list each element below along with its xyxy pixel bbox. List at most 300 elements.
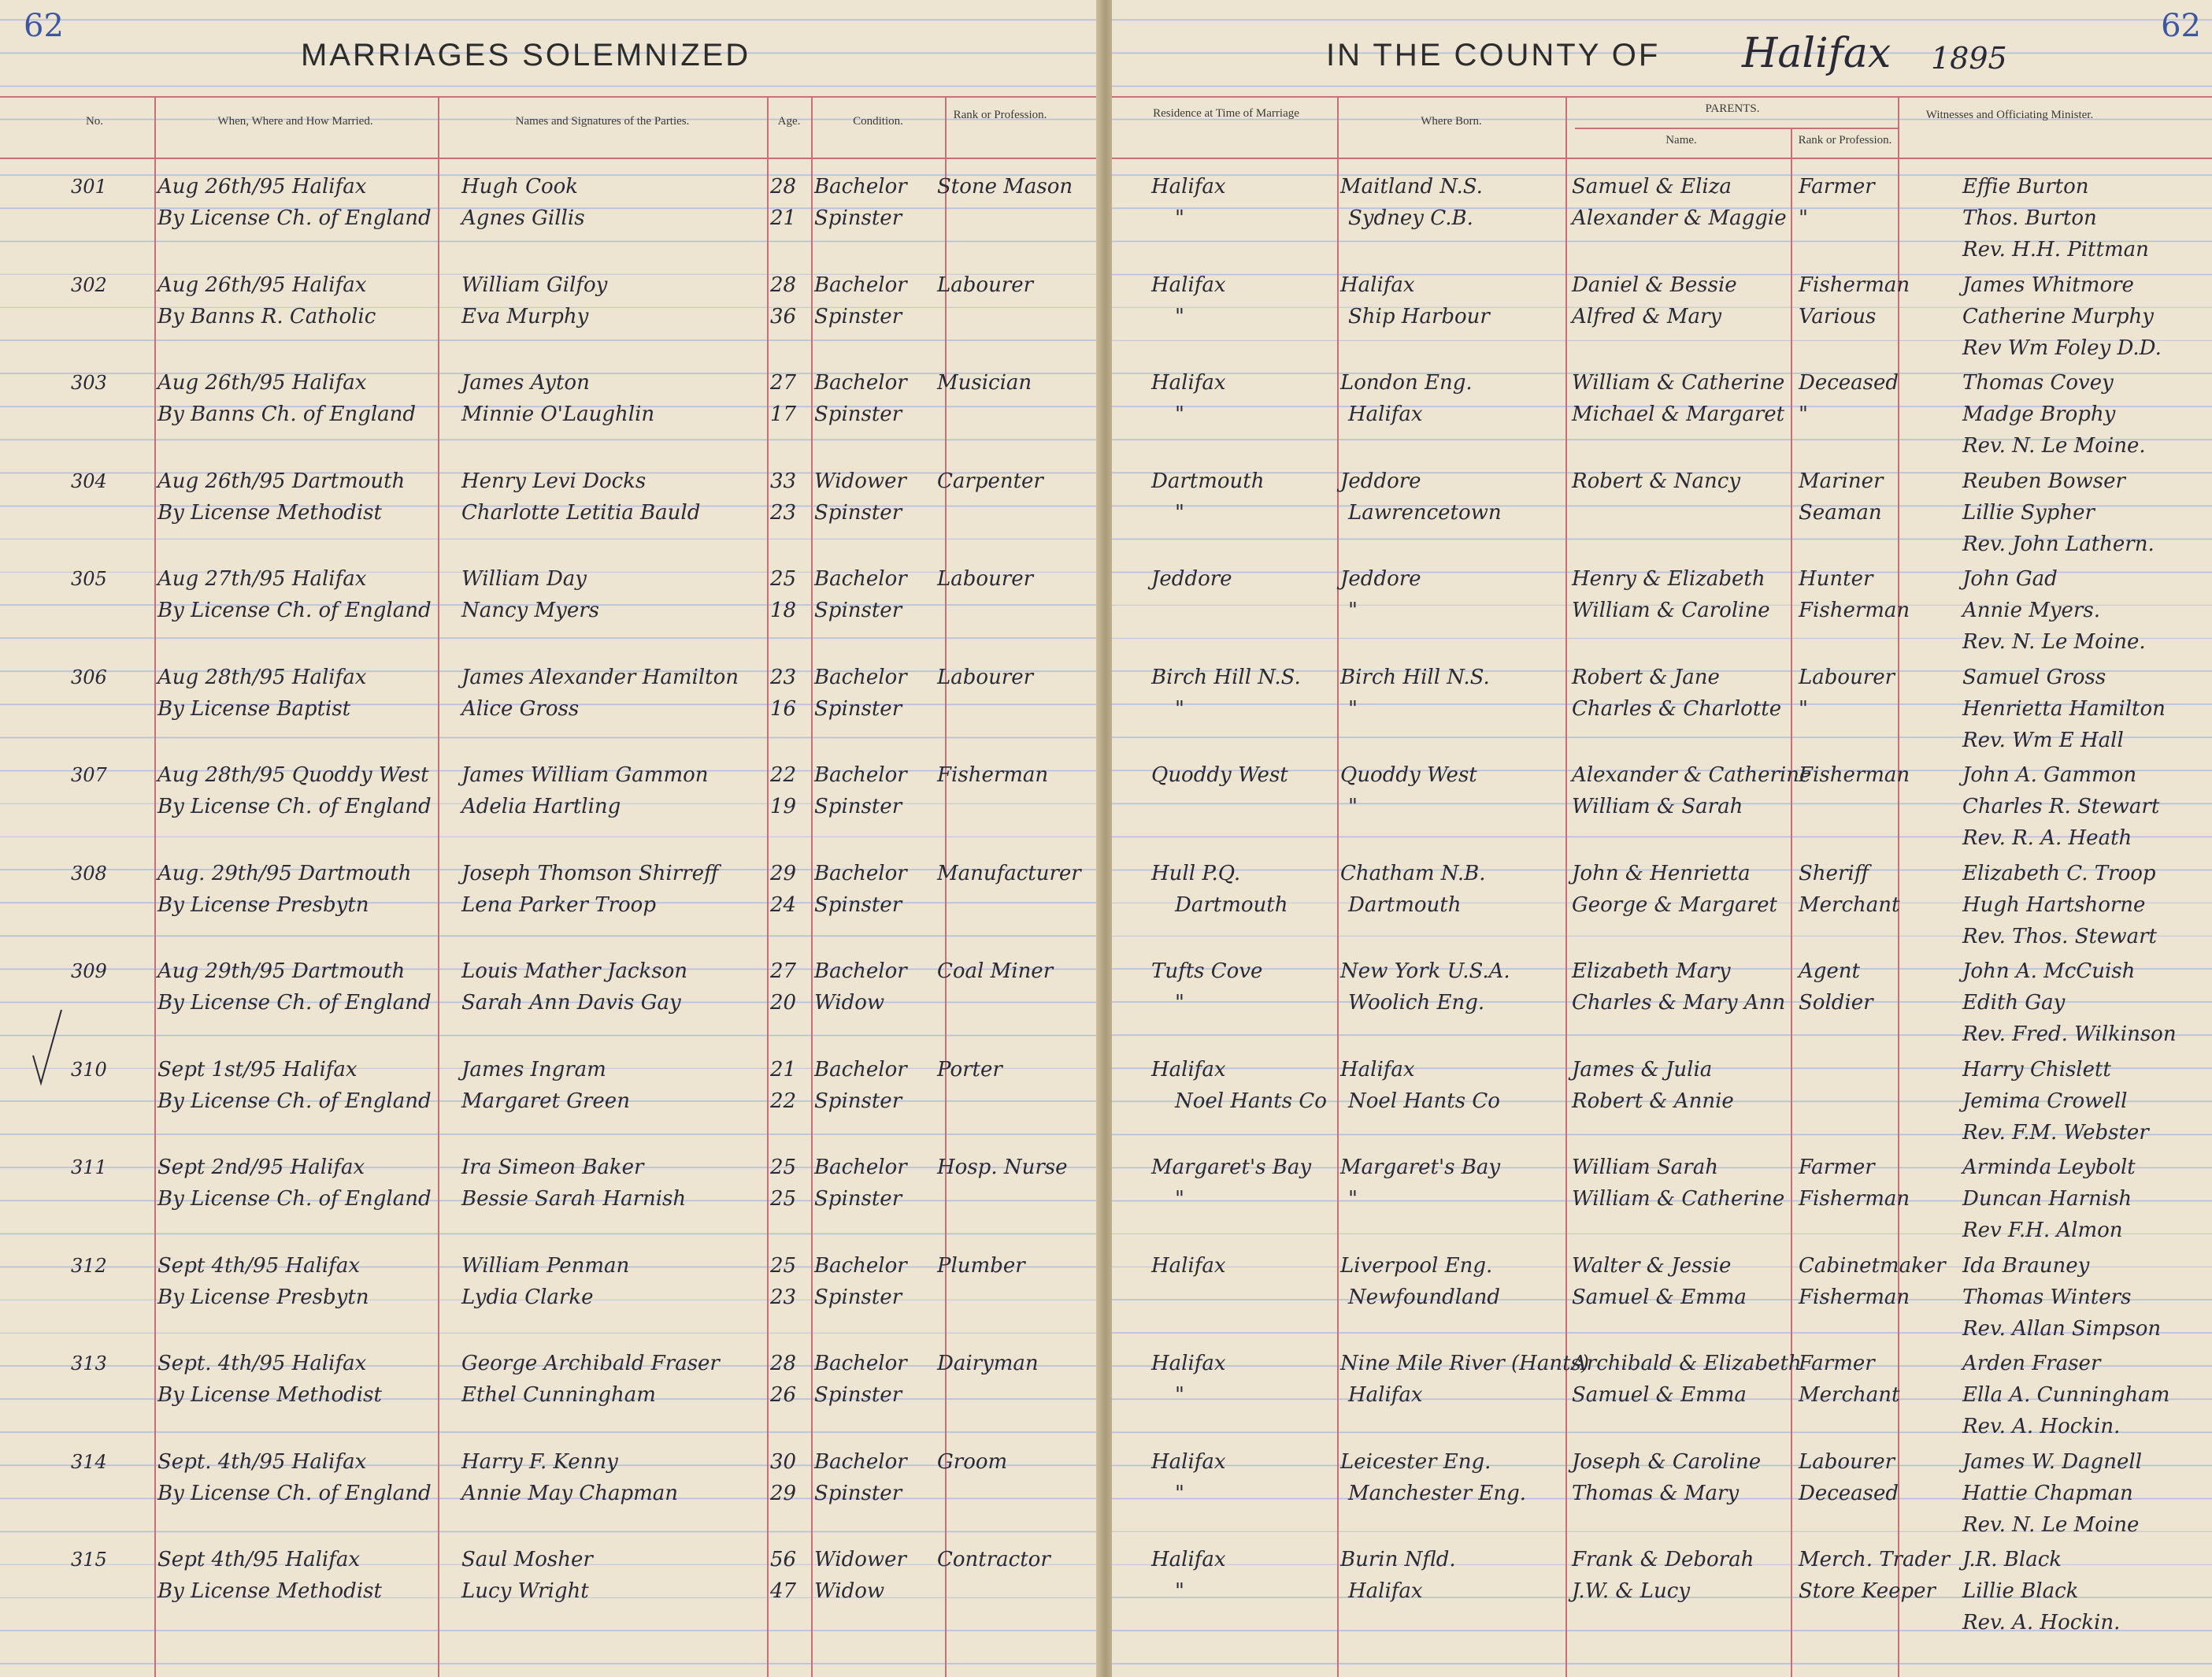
officiating-minister: Rev. H.H. Pittman [1962,238,2149,262]
groom-condition: Bachelor [814,1253,907,1278]
groom-profession: Hosp. Nurse [937,1156,1068,1179]
groom-birthplace: Burin Nfld. [1340,1548,1456,1571]
groom-birthplace: Halifax [1340,1057,1415,1082]
bride-parents-rank: Soldier [1799,991,1873,1015]
entry-how: By License Methodist [157,1383,382,1407]
groom-parents-rank: Merch. Trader [1799,1548,1951,1571]
bride-name: Adelia Hartling [461,795,621,818]
groom-residence: Halifax [1151,1057,1226,1082]
bride-age: 25 [770,1187,797,1211]
groom-name: Ira Simeon Baker [461,1156,644,1179]
groom-condition: Bachelor [814,1057,907,1082]
groom-birthplace: Leicester Eng. [1340,1449,1491,1474]
groom-birthplace: Jeddore [1340,567,1421,591]
witness-1: Elizabeth C. Troop [1962,861,2156,885]
witness-1: J.R. Black [1962,1548,2062,1571]
entry-number: 313 [71,1352,107,1375]
officiating-minister: Rev F.H. Almon [1962,1219,2123,1242]
entry-how: By License Methodist [157,500,382,525]
groom-parents: William & Catherine [1572,371,1785,395]
groom-parents: Joseph & Caroline [1572,1449,1762,1474]
groom-condition: Bachelor [814,763,907,787]
bride-condition: Widow [814,1579,885,1603]
header-born: Where Born. [1421,115,1482,128]
groom-name: James Ingram [461,1057,606,1082]
bride-name: Lena Parker Troop [461,892,656,917]
witness-1: Samuel Gross [1962,665,2106,689]
register-year: 1895 [1931,41,2007,76]
groom-age: 56 [770,1548,797,1571]
header-age: Age. [777,115,801,128]
groom-profession: Musician [937,371,1032,395]
groom-condition: Bachelor [814,175,907,198]
bride-name: Nancy Myers [461,599,599,622]
bride-residence: " [1175,696,1184,721]
entry-how: By License Baptist [157,696,351,721]
witness-1: Arminda Leybolt [1962,1156,2136,1179]
groom-age: 27 [770,371,797,395]
header-no: No. [85,115,104,128]
bride-residence: " [1175,1579,1184,1603]
bride-condition: Spinster [814,1089,902,1113]
groom-parents-rank: Fisherman [1799,763,1910,787]
groom-age: 22 [770,763,797,787]
entry-when: Sept 4th/95 Halifax [157,1253,360,1278]
bride-name: Margaret Green [461,1089,630,1113]
groom-birthplace: Quoddy West [1340,763,1477,787]
col-divider [767,96,769,1677]
bride-birthplace: Sydney C.B. [1348,206,1473,230]
bride-parents: Charles & Charlotte [1572,696,1782,721]
groom-residence: Halifax [1151,273,1226,297]
bride-parents: William & Caroline [1572,599,1770,622]
bride-condition: Spinster [814,1481,902,1505]
groom-condition: Bachelor [814,273,907,297]
bride-parents-rank: Store Keeper [1799,1579,1936,1603]
entry-number: 314 [71,1450,107,1473]
bride-birthplace: " [1348,795,1358,818]
header-witnesses: Witnesses and Officiating Minister. [1925,109,2094,121]
groom-residence: Halifax [1151,1449,1226,1474]
col-divider [945,96,947,1677]
bride-age: 19 [770,795,797,818]
witness-1: Effie Burton [1962,175,2089,198]
bride-birthplace: Woolich Eng. [1348,991,1485,1015]
groom-name: William Day [461,567,587,591]
groom-condition: Bachelor [814,1449,907,1474]
witness-1: Thomas Covey [1962,371,2114,395]
bride-birthplace: Halifax [1348,403,1423,426]
bride-age: 29 [770,1481,797,1505]
bride-condition: Spinster [814,892,902,917]
witness-2: Madge Brophy [1962,403,2116,426]
groom-age: 25 [770,1156,797,1179]
bride-parents: Robert & Annie [1572,1089,1734,1113]
bride-name: Minnie O'Laughlin [461,403,655,426]
groom-profession: Fisherman [937,763,1049,787]
entry-number: 311 [71,1156,107,1178]
groom-parents-rank: Mariner [1799,469,1884,493]
entry-number: 303 [71,372,107,394]
bride-residence: Dartmouth [1175,892,1288,917]
bride-age: 47 [770,1579,797,1603]
groom-profession: Carpenter [937,469,1043,493]
groom-birthplace: Chatham N.B. [1340,861,1486,885]
groom-condition: Bachelor [814,1156,907,1179]
left-page [0,0,1101,1677]
groom-profession: Labourer [937,273,1034,297]
groom-condition: Bachelor [814,959,907,983]
groom-parents: Archibald & Elizabeth [1572,1352,1802,1375]
groom-age: 27 [770,959,797,983]
witness-2: Annie Myers. [1962,599,2100,622]
groom-age: 28 [770,1352,797,1375]
bride-birthplace: Noel Hants Co [1348,1089,1500,1113]
groom-parents-rank: Labourer [1799,1449,1895,1474]
bride-parents-rank: Deceased [1799,1481,1899,1505]
bride-birthplace: " [1348,599,1358,622]
entry-number: 306 [71,666,107,688]
groom-birthplace: Margaret's Bay [1340,1156,1501,1179]
groom-residence: Margaret's Bay [1151,1156,1312,1179]
bride-age: 17 [770,403,797,426]
bride-parents: Alfred & Mary [1572,304,1722,328]
groom-parents-rank: Hunter [1799,567,1873,591]
bride-residence: " [1175,1187,1184,1211]
officiating-minister: Rev Wm Foley D.D. [1962,336,2162,360]
bride-name: Agnes Gillis [461,206,585,230]
check-mark-icon [31,1008,63,1087]
groom-residence: Dartmouth [1151,469,1265,493]
officiating-minister: Rev. A. Hockin. [1962,1415,2121,1438]
entry-number: 302 [71,273,107,296]
bride-residence: " [1175,991,1184,1015]
groom-parents-rank: Deceased [1799,371,1899,395]
groom-profession: Plumber [937,1253,1025,1278]
entry-when: Aug 26th/95 Halifax [157,273,367,297]
groom-residence: Halifax [1151,175,1226,198]
bride-name: Ethel Cunningham [461,1383,656,1407]
bride-age: 36 [770,304,797,328]
bride-condition: Spinster [814,206,902,230]
entry-number: 307 [71,764,107,786]
groom-name: Saul Mosher [461,1548,593,1571]
groom-parents: Robert & Jane [1572,665,1720,689]
bride-age: 26 [770,1383,797,1407]
col-divider [811,96,813,1677]
entry-number: 315 [71,1549,107,1571]
groom-profession: Contractor [937,1548,1050,1571]
officiating-minister: Rev. A. Hockin. [1962,1611,2121,1634]
bride-age: 23 [770,500,797,525]
bride-parents: Charles & Mary Ann [1572,991,1786,1015]
groom-birthplace: London Eng. [1340,371,1473,395]
groom-residence: Halifax [1151,371,1226,395]
groom-name: William Penman [461,1253,630,1278]
witness-2: Ella A. Cunningham [1962,1383,2170,1407]
bride-name: Alice Gross [461,696,580,721]
groom-age: 25 [770,1253,797,1278]
bride-parents: J.W. & Lucy [1572,1579,1691,1603]
groom-residence: Tufts Cove [1151,959,1263,983]
bride-age: 24 [770,892,797,917]
groom-birthplace: Maitland N.S. [1340,175,1483,198]
bride-parents-rank: Merchant [1799,892,1900,917]
bride-parents-rank: Fisherman [1799,1285,1910,1309]
groom-name: Louis Mather Jackson [461,959,687,983]
witness-2: Henrietta Hamilton [1962,696,2166,721]
bride-parents-rank: Fisherman [1799,599,1910,622]
entry-when: Sept 1st/95 Halifax [157,1057,358,1082]
groom-parents-rank: Cabinetmaker [1799,1253,1946,1278]
header-residence: Residence at Time of Marriage [1153,107,1299,120]
groom-parents: Frank & Deborah [1572,1548,1754,1571]
right-page-number: 62 [2161,8,2201,44]
groom-age: 29 [770,861,797,885]
entry-how: By License Ch. of England [157,1187,432,1211]
bride-parents: William & Sarah [1572,795,1743,818]
bride-birthplace: " [1348,696,1358,721]
groom-residence: Birch Hill N.S. [1151,665,1301,689]
bride-residence: " [1175,403,1184,426]
bride-birthplace: Newfoundland [1348,1285,1501,1309]
groom-residence: Hull P.Q. [1151,861,1241,885]
bride-residence: " [1175,304,1184,328]
witness-1: James W. Dagnell [1962,1449,2143,1474]
groom-age: 23 [770,665,797,689]
groom-parents: Alexander & Catherine [1572,763,1812,787]
groom-name: James William Gammon [461,763,709,787]
entry-how: By Banns Ch. of England [157,403,417,426]
bride-parents-rank: Fisherman [1799,1187,1910,1211]
bride-age: 23 [770,1285,797,1309]
bride-birthplace: Lawrencetown [1348,500,1502,525]
groom-parents-rank: Farmer [1799,1156,1875,1179]
officiating-minister: Rev. N. Le Moine [1962,1512,2140,1537]
groom-condition: Widower [814,1548,906,1571]
header-top-rule [0,96,1101,98]
officiating-minister: Rev. John Lathern. [1962,532,2155,556]
bride-parents-rank: Seaman [1799,500,1882,525]
groom-condition: Bachelor [814,1352,907,1375]
bride-condition: Spinster [814,1383,902,1407]
bride-name: Lydia Clarke [461,1285,594,1309]
entry-number: 301 [71,176,107,198]
groom-birthplace: Jeddore [1340,469,1421,493]
bride-condition: Spinster [814,1187,902,1211]
groom-parents-rank: Labourer [1799,665,1895,689]
bride-name: Sarah Ann Davis Gay [461,991,681,1015]
groom-parents-rank: Farmer [1799,175,1875,198]
witness-2: Edith Gay [1962,991,2066,1015]
witness-2: Lillie Black [1962,1579,2079,1603]
bride-parents-rank: " [1799,403,1808,426]
bride-parents: Alexander & Maggie [1572,206,1787,230]
witness-1: James Whitmore [1962,273,2134,297]
witness-2: Catherine Murphy [1962,304,2154,328]
entry-how: By License Presbytn [157,892,369,917]
groom-residence: Jeddore [1151,567,1232,591]
witness-1: John A. McCuish [1962,959,2136,983]
bride-parents: Samuel & Emma [1572,1383,1747,1407]
entry-number: 305 [71,568,107,590]
groom-parents-rank: Sheriff [1799,861,1869,885]
bride-birthplace: Halifax [1348,1579,1423,1603]
officiating-minister: Rev. R. A. Heath [1962,826,2132,850]
col-divider [1898,96,1899,1677]
header-condition: Condition. [853,115,903,128]
entry-number: 310 [71,1058,107,1081]
bride-residence: " [1175,500,1184,525]
entry-when: Aug 29th/95 Dartmouth [157,959,406,983]
groom-parents: John & Henrietta [1572,861,1751,885]
bride-condition: Spinster [814,795,902,818]
right-page [1112,0,2212,1677]
groom-residence: Halifax [1151,1352,1226,1375]
groom-birthplace: Nine Mile River (Hants) [1340,1352,1590,1375]
groom-name: Hugh Cook [461,175,579,198]
bride-condition: Spinster [814,1285,902,1309]
officiating-minister: Rev. N. Le Moine. [1962,434,2146,458]
entry-when: Sept 4th/95 Halifax [157,1548,360,1571]
groom-age: 33 [770,469,797,493]
bride-name: Bessie Sarah Harnish [461,1187,687,1211]
bride-birthplace: Ship Harbour [1348,304,1490,328]
bride-parents: George & Margaret [1572,892,1777,917]
groom-name: William Gilfoy [461,273,608,297]
entry-when: Aug 26th/95 Halifax [157,175,367,198]
groom-profession: Dairyman [937,1352,1039,1375]
bride-parents-rank: Merchant [1799,1383,1900,1407]
entry-when: Aug. 29th/95 Dartmouth [157,861,412,885]
header-rank: Rank or Profession. [953,109,1047,121]
groom-birthplace: Halifax [1340,273,1415,297]
bride-residence: " [1175,206,1184,230]
groom-profession: Labourer [937,665,1034,689]
header-when: When, Where and How Married. [217,115,373,128]
bride-parents: Samuel & Emma [1572,1285,1747,1309]
groom-birthplace: Birch Hill N.S. [1340,665,1490,689]
header-names: Names and Signatures of the Parties. [515,115,690,128]
groom-parents-rank: Farmer [1799,1352,1875,1375]
entry-how: By License Ch. of England [157,991,432,1015]
bride-parents: Thomas & Mary [1572,1481,1740,1505]
bride-name: Lucy Wright [461,1579,589,1603]
groom-parents-rank: Agent [1799,959,1860,983]
header-top-rule [1112,96,2212,98]
groom-residence: Halifax [1151,1253,1226,1278]
entry-when: Sept 2nd/95 Halifax [157,1156,365,1179]
groom-parents: Robert & Nancy [1572,469,1741,493]
groom-age: 30 [770,1449,797,1474]
witness-2: Jemima Crowell [1962,1089,2128,1113]
county-name: Halifax [1742,30,1892,77]
groom-parents: William Sarah [1572,1156,1718,1179]
bride-name: Eva Murphy [461,304,589,328]
bride-name: Annie May Chapman [461,1481,678,1505]
entry-when: Sept. 4th/95 Halifax [157,1352,367,1375]
groom-name: James Ayton [461,371,590,395]
groom-age: 28 [770,273,797,297]
officiating-minister: Rev. Fred. Wilkinson [1962,1022,2177,1046]
bride-parents: William & Catherine [1572,1187,1785,1211]
bride-age: 16 [770,696,797,721]
bride-condition: Spinster [814,500,902,525]
witness-2: Hattie Chapman [1962,1481,2133,1505]
entry-number: 304 [71,469,107,492]
bride-parents-rank: " [1799,696,1808,721]
bride-birthplace: " [1348,1187,1358,1211]
col-divider [1337,96,1339,1677]
groom-condition: Bachelor [814,371,907,395]
bride-residence: " [1175,1481,1184,1505]
groom-parents-rank: Fisherman [1799,273,1910,297]
col-divider [154,96,156,1677]
groom-profession: Groom [937,1449,1008,1474]
groom-parents: Daniel & Bessie [1572,273,1737,297]
bride-residence: Noel Hants Co [1175,1089,1327,1113]
right-heading: IN THE COUNTY OF [1326,38,1661,72]
entry-number: 309 [71,960,107,982]
entry-number: 308 [71,862,107,885]
header-parents-name: Name. [1665,134,1697,147]
col-divider [1791,128,1792,1677]
witness-1: John A. Gammon [1962,763,2137,787]
left-page-number: 62 [24,8,64,44]
entry-when: Aug 26th/95 Halifax [157,371,367,395]
bride-birthplace: Dartmouth [1348,892,1462,917]
bride-birthplace: Halifax [1348,1383,1423,1407]
groom-parents: Henry & Elizabeth [1572,567,1766,591]
groom-profession: Porter [937,1057,1002,1082]
bride-condition: Spinster [814,696,902,721]
bride-residence: " [1175,1383,1184,1407]
groom-profession: Manufacturer [937,861,1081,885]
entry-when: Aug 28th/95 Halifax [157,665,367,689]
officiating-minister: Rev. N. Le Moine. [1962,630,2146,654]
witness-2: Thos. Burton [1962,206,2097,230]
bride-condition: Spinster [814,403,902,426]
groom-parents: Walter & Jessie [1572,1253,1732,1278]
groom-age: 21 [770,1057,797,1082]
header-parents-rank: Rank or Profession. [1798,134,1892,147]
bride-parents-rank: " [1799,206,1808,230]
groom-name: George Archibald Fraser [461,1352,720,1375]
witness-1: Reuben Bowser [1962,469,2125,493]
groom-condition: Widower [814,469,906,493]
groom-name: Harry F. Kenny [461,1449,618,1474]
groom-residence: Quoddy West [1151,763,1288,787]
groom-birthplace: New York U.S.A. [1340,959,1510,983]
bride-age: 20 [770,991,797,1015]
groom-name: James Alexander Hamilton [461,665,739,689]
parents-subrule [1575,128,1899,129]
entry-when: Aug 26th/95 Dartmouth [157,469,406,493]
bride-parents-rank: Various [1799,304,1877,328]
bride-age: 22 [770,1089,797,1113]
groom-condition: Bachelor [814,665,907,689]
groom-profession: Stone Mason [937,175,1073,198]
bride-condition: Spinster [814,599,902,622]
witness-2: Thomas Winters [1962,1285,2132,1309]
groom-residence: Halifax [1151,1548,1226,1571]
bride-age: 18 [770,599,797,622]
witness-2: Hugh Hartshorne [1962,892,2146,917]
bride-name: Charlotte Letitia Bauld [461,500,701,525]
groom-name: Henry Levi Docks [461,469,647,493]
groom-condition: Bachelor [814,861,907,885]
entry-when: Aug 27th/95 Halifax [157,567,367,591]
